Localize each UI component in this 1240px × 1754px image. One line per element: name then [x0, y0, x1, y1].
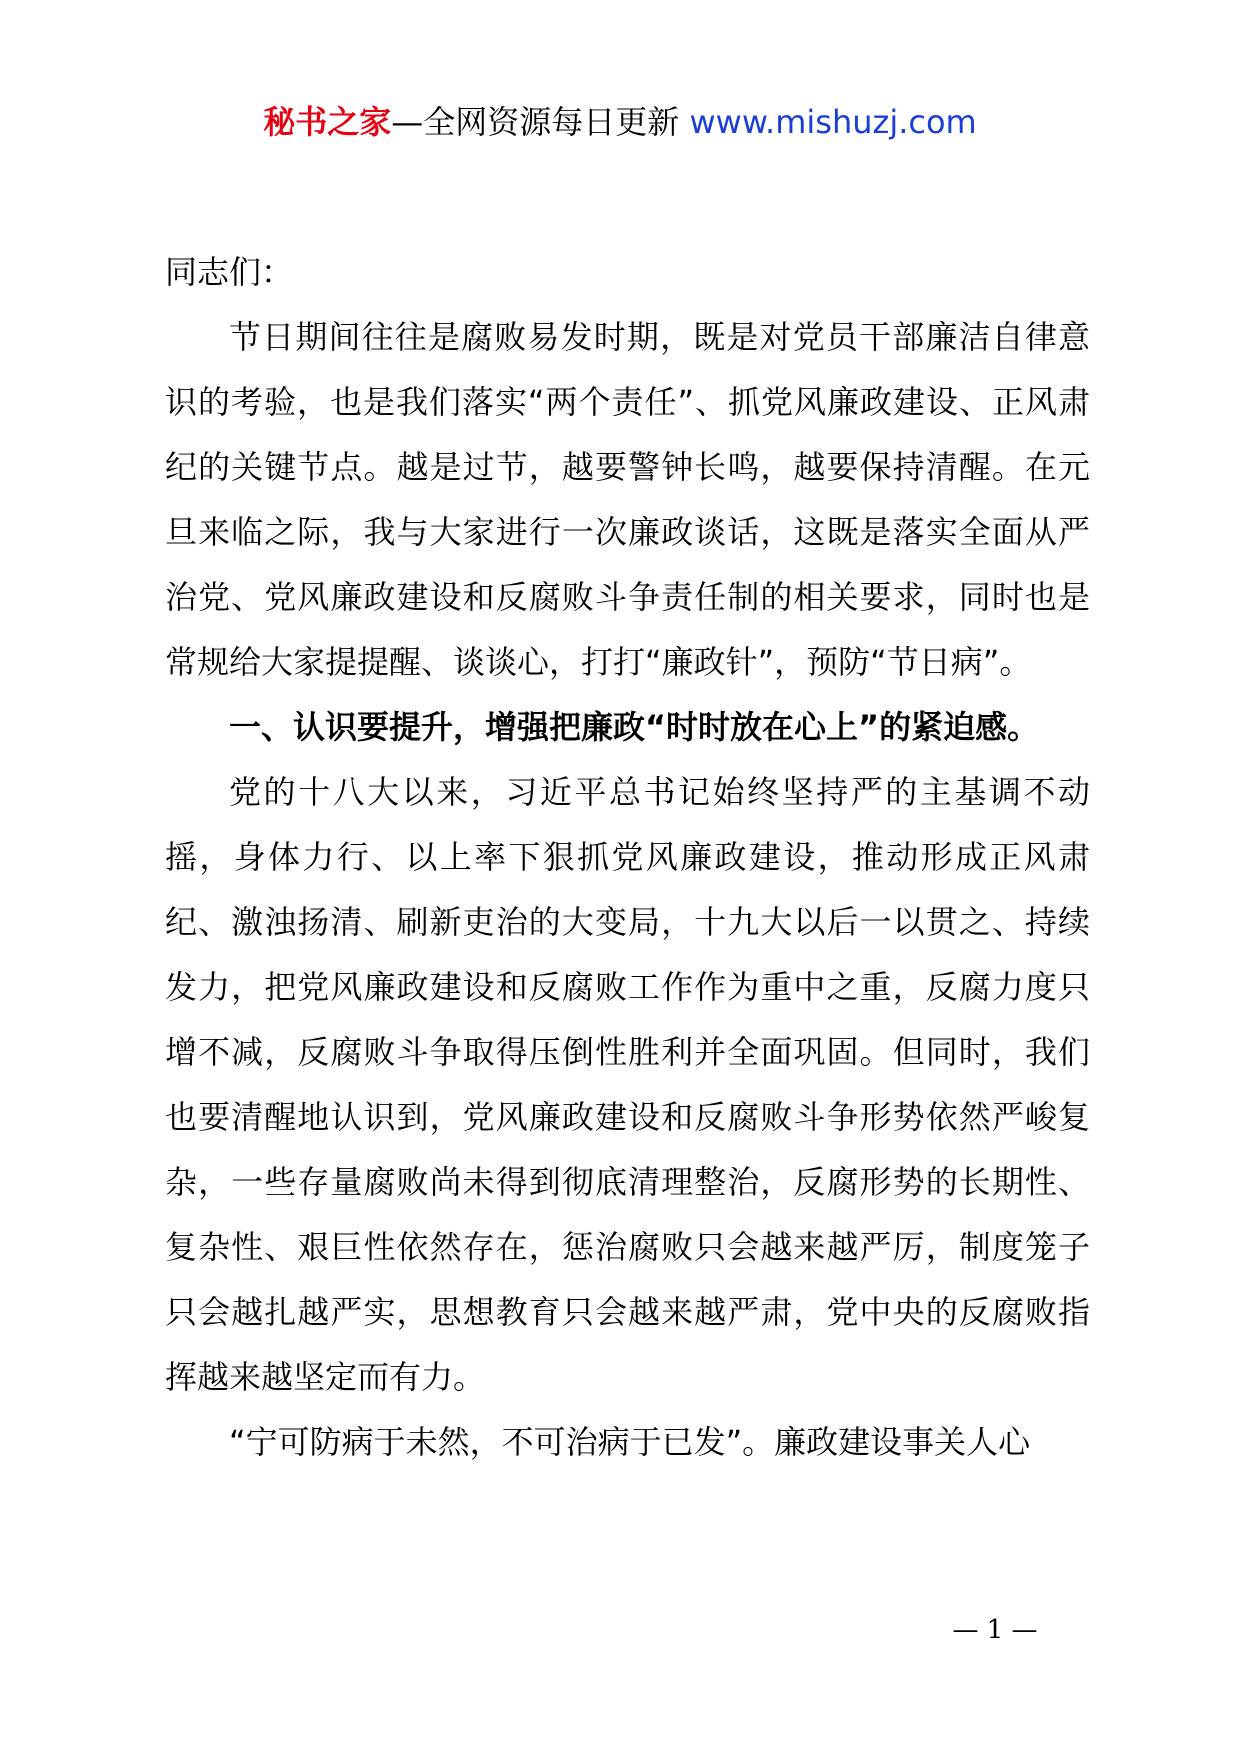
paragraph-body-2: “宁可防病于未然，不可治病于已发”。廉政建设事关人心: [229, 1423, 1031, 1461]
site-tagline: —全网资源每日更新: [391, 103, 680, 141]
salutation: 同志们：: [165, 253, 294, 291]
document-body: [165, 240, 1090, 1475]
site-header: [0, 100, 1240, 144]
paragraph-body-1: 党的十八大以来，习近平总书记始终坚持严的主基调不动摇，身体力行、以上率下狠抓党风廉政建设，推动形成正风肃纪、激浊扬清、刷新吏治的大变局，十九大以后一以贯之、持续发力，把党风廉政建设和反腐败工作作为重中之重，反腐力度只增不减，反腐败斗争取得压倒性胜利并全面巩固。但同时，我们也要清醒地认识到，党风廉政建设和反腐败斗争形势依然严峻复杂，一些存量腐败尚未得到彻底清理整治，反腐形势的长期性、复杂性、艰巨性依然存在，惩治腐败只会越来越严厉，制度笼子只会越扎越严实，思想教育只会越来越严肃，党中央的反腐败指挥越来越坚定而有力。: [165, 773, 1090, 1396]
site-url-link[interactable]: www.mishuzj.com: [689, 103, 977, 141]
site-brand: 秘书之家: [263, 103, 392, 141]
page-number: — 1 —: [952, 1615, 1038, 1645]
section-heading-1: 一、认识要提升，增强把廉政“时时放在心上”的紧迫感。: [229, 708, 1040, 746]
paragraph-intro: 节日期间往往是腐败易发时期，既是对党员干部廉洁自律意识的考验，也是我们落实“两个责任”、抓党风廉政建设、正风肃纪的关键节点。越是过节，越要警钟长鸣，越要保持清醒。在元旦来临之际，我与大家进行一次廉政谈话，这既是落实全面从严治党、党风廉政建设和反腐败斗争责任制的相关要求，同时也是常规给大家提提醒、谈谈心，打打“廉政针”，预防“节日病”。: [165, 318, 1090, 681]
